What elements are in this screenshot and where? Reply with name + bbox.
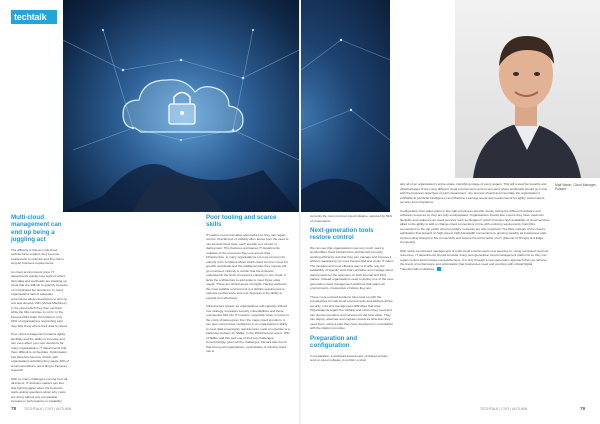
footer-text-left: TECHTALK | CXO | AUTUMN xyxy=(24,407,72,411)
paragraph-text: With newly-constructed management of multi-cloud environments now keeping on, using computers and lost resources, IT departments should consider using next-generation cloud management platforms so they can regain control and increase competitiveness. It is only through a next-generation approach that you achieve the levels of performance and optimisation that businesses need and combine with critical Digital Transformation initiatives. xyxy=(400,248,549,271)
page-gutter xyxy=(299,0,301,424)
article-column-3 xyxy=(310,214,394,367)
paragraph xyxy=(400,249,550,272)
portrait-caption: Matt Waxin, Cloud Manager, Pulsant xyxy=(555,183,597,192)
hero-image-continuation xyxy=(301,0,390,212)
paragraph: IT leaders need innovative approaches so they can regain control. Overall loss of visibility often arises from the need to use several cloud tools, each specific to a vendor or deployment. This fractures and leaves IT departments unaware of the resources they use across their infrastructure. In many organisations it is now common for nobody to be confident about which cloud service is best for specific workloads and the additional risks they impose will go unnoticed. Nobody is certain that the business understands the limits of resource capacity in one cloud. It lacks the architecture to add scale to meet those extra needs. These are critical areas of insight. Having worked in the most suitable environment is a definite requirement to optimise performance and cost. Success is the ability to expand cost-effectively. xyxy=(206,232,289,300)
paragraph: Poor cloud management impacts agility, flexibility and the ability to innovate and can even affect your own decisions for many organisations. IT departments find them difficult to orchestrate. Optimisation has therefore become critical, with organisations admitting they waste 32% of cloud expenditure, according to Flexera's research. xyxy=(11,332,69,373)
paragraph: ially all of an organisation's entire estate, identifying usage of every aspect. This will reveal the benefits and disadvantages of the many different cloud environments and recommend where workloads should go in line with the business objectives of each department - the process should accommodate the organisation's profitable AI (Artificial Intelligence) and Machine Learning needs and requirements for agility, performance, security and compliance. xyxy=(400,182,548,204)
section-heading-preparation-configuration: Preparation and configuration xyxy=(310,334,358,350)
hero-image-cloud-lock xyxy=(63,0,299,212)
network-lines-illustration xyxy=(301,0,390,212)
paragraph: In preparation, a workload assessment of shared employ tend on cloud software to perform a short xyxy=(310,353,388,363)
paragraph: As cloud environments grow, IT departments quickly lose sight of where their data and workloads are stacking up costs that are difficult to quantify because of complicated fee structures. In many organisations lack of adequate governance allows developers to spin up, test and develop VMs (Virtual Machines) in the cloud which they then overlook while the bills continue to roll in. In the Flexera 2021 State Tech Report, only 34% of organisations responding said they fully know where their data is stored. xyxy=(11,269,68,328)
article-column-4 xyxy=(400,182,550,275)
techtalk-logo: techtalk xyxy=(11,10,57,24)
paragraph: Configuration then takes place in line with a business-specific needs, tuning the different hardware and software resources so they are fully encapsulated. Organisations should also ensure they have maximum flexibility and resilience as cloud services such as Megaport, which provides high availability of cloud services allied to the ability to add or change cloud connections in line with evolving requirements. Fast fibre connections to the top public cloud providers' networks are also important. The fibre network of the cloud's application that depend on high-speed, high-bandwidth connections to growing steadily as businesses start implementing thought to 5G connectivity and require the full benefits of IoT (Internet of Things) and Edge Computing. xyxy=(400,208,550,244)
footer-text-right: TECHTALK | CXO | AUTUMN xyxy=(480,407,528,411)
paragraph: These more evolved solutions have kept up with the complexities of multi-cloud environments and address all the security, cost and management difficulties that arise. Organisations regain the visibility and control they need and can choose providers and services for the best value. They can deploy, alternate and migrate resources wherever they need them, using a plan they have developed in consultation with the platform provider. xyxy=(310,294,394,331)
paragraph: The difficulty is that as multi-cloud architectures expand, they become problematic to optimise and they fail to support business requirements. xyxy=(11,247,64,266)
page-number-left: 78 xyxy=(11,406,17,411)
paragraph: currently the most common cloud initiative, selected by 59% of respondents. xyxy=(310,214,393,223)
paragraph: Infrastructure sprawl, as organisations add capacity without true strategy, increases security vulnerabilities and those unexpected bills into IT invoices, especially when it comes to the costs of data egress from the major cloud providers. It can also compromise confidence in an organisation's ability to meet data sovereignty requirements. Lack of expertise is a particular problem for SMEs. In the 2020 Flexera report, 78% of SMEs said this was one of their top challenges. Unsurprisingly, given all the challenges, Flexera also found that among all organisations, optimisation of existing cloud use is xyxy=(206,304,290,354)
end-mark-icon xyxy=(437,267,441,271)
paragraph: We can see that organisations now very much need a simpler/fitter cloud infrastructure architected correctly, working efficiently and that they can manage and improve it without reassigning yet more hard-to-find and costly IT talent. The simplest and most effective way is to able only the availability of specific tools that centralise and manage cloud deployments for the spanners on both internal and third parties. Instead organisations need to deploy one of the next-generation cloud management platforms that spans all environments, irrespective of where they are. xyxy=(310,245,394,291)
section-heading-poor-tooling: Poor tooling and scarce skills xyxy=(206,214,277,229)
paragraph: With so many challenges coming from all directions, IT decision-makers can feel that hybrid juggles when the business starts asking questions about why costs are rising without any comparable increase in performance or capability. xyxy=(11,376,68,404)
article-column-1 xyxy=(11,214,69,408)
person-portrait-illustration xyxy=(455,0,600,178)
section-heading-next-generation-tools: Next-generation tools restore control xyxy=(310,227,374,242)
cloud-lock-illustration xyxy=(63,0,299,212)
page-number-right: 79 xyxy=(580,406,586,411)
article-column-2 xyxy=(206,214,290,358)
section-heading-juggling-act: Multi-cloud management can end up being a juggling act xyxy=(11,214,62,244)
portrait-photo xyxy=(455,0,600,178)
